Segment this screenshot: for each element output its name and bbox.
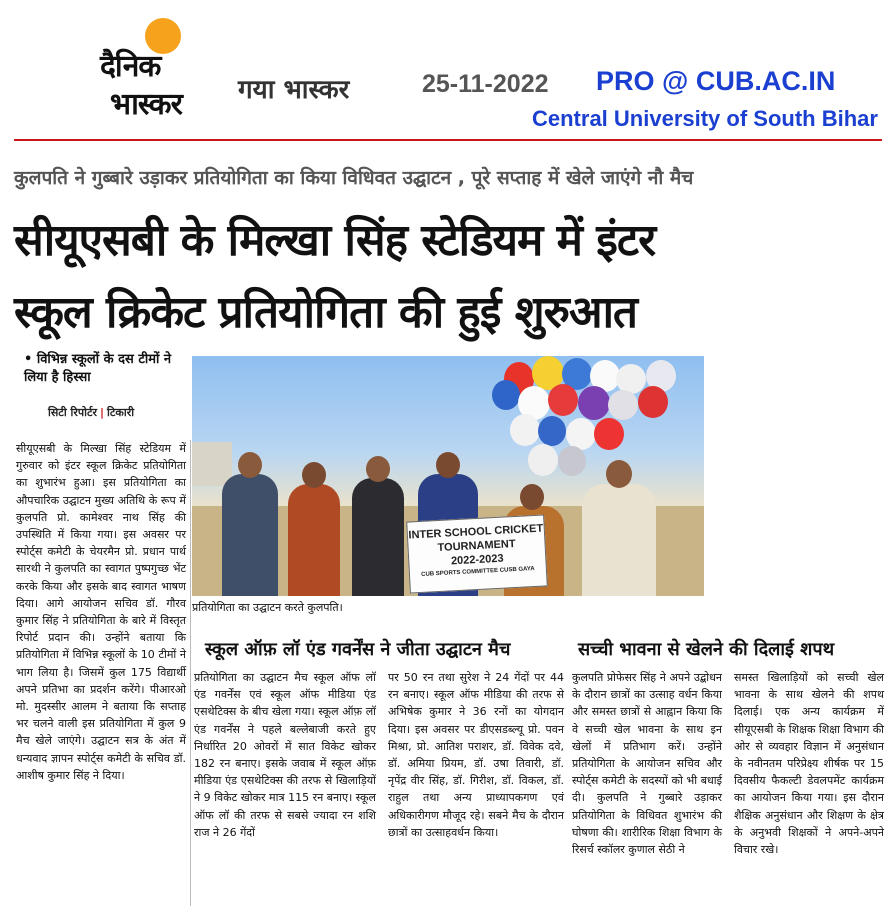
article-kicker: कुलपति ने गुब्बारे उड़ाकर प्रतियोगिता का किया विधिवत उद्घाटन , पूरे सप्ताह में खेले जाएंगे नौ मैच [14, 167, 694, 189]
headline-line1: सीयूएसबी के मिल्खा सिंह स्टेडियम में इंटर [14, 215, 656, 266]
logo-line1: दैनिक [100, 49, 161, 84]
university-name: Central University of South Bihar [532, 106, 878, 131]
banner-line1: INTER SCHOOL CRICKET [408, 522, 544, 542]
article-column-3: पर 50 रन तथा सुरेश ने 24 गेंदों पर 44 रन बनाए। स्कूल ऑफ मीडिया की तरफ से अभिषेक कुमार ने 36 रनों का योगदान दिया। इस अवसर पर डीएसडब्ल्यू प्रो. पवन मिश्रा, प्रो. आतिश पराशर, डॉ. विवेक दवे, डॉ. अमिया प्रियम, डॉ. उषा तिवारी, डॉ. नृपेंद्र वीर सिंह, डॉ. गिरीश, डॉ. विकल, डॉ. राहुल तथा अन्य प्राध्यापकगण एवं अधिकारीगण मौजूद रहे। सबने मैच के दौरान छात्रों का उत्साहवर्धन किया। [388, 671, 564, 839]
section-title-match: स्कूल ऑफ़ लॉ एंड गवर्नेंस ने जीता उद्घाटन मैच [205, 639, 511, 660]
article-column-2: प्रतियोगिता का उद्घाटन मैच स्कूल ऑफ लॉ एंड गवर्नेंस एवं स्कूल ऑफ मीडिया एंड एसथेटिक्स के बीच खेला गया। स्कूल ऑफ़ लॉ एंड गवर्नेंस ने पहले बल्लेबाजी करते हुए निर्धारित 20 ओवरों में सात विकेट खोकर 182 रन बनाए। इसके जवाब में स्कूल ऑफ़ मीडिया एंड एसथेटिक्स की तरफ से खिलाड़ियों ने 9 विकेट खोकर मात्र 115 रन बनाए। स्कूल ऑफ लॉ की तरफ से सबसे ज्यादा रन शशि राज ने 26 गेंदों [194, 671, 376, 839]
column-divider [190, 440, 191, 906]
article-bullet: • विभिन्न स्कूलों के दस टीमों ने लिया है हिस्सा [24, 352, 172, 385]
banner-line2: TOURNAMENT [437, 537, 516, 555]
edition-date: 25-11-2022 [422, 70, 549, 98]
masthead-divider [14, 139, 882, 141]
banner-line3: 2022-2023 [450, 552, 504, 568]
pro-label: PRO @ CUB.AC.IN [596, 66, 836, 96]
event-photo [192, 356, 704, 596]
byline-reporter: सिटी रिपोर्टर [48, 406, 97, 419]
article-column-5: समस्त खिलाड़ियों को सच्ची खेल भावना के साथ खेलने की शपथ दिलाई। एक अन्य कार्यक्रम में सीयूएसबी के शिक्षक शिक्षा विभाग की ओर से व्यवहार विज्ञान में अनुसंधान के नवीनतम परिप्रेक्ष्य शीर्षक पर 15 दिवसीय फैकल्टी डेवलपमेंट कार्यक्रम का आयोजन किया गया। इस दौरान शैक्षिक अनुसंधान और शिक्षण के क्षेत्र के अनुभवी शिक्षकों ने अपने-अपने विचार रखे। [734, 671, 885, 857]
tournament-banner [406, 514, 548, 593]
article-column-4: कुलपति प्रोफेसर सिंह ने अपने उद्बोधन के दौरान छात्रों का उत्साह वर्धन किया और समस्त छात्रों से आह्वान किया कि वे सच्ची खेल भावना के साथ इन खेलों में प्रतिभाग करें। उन्होंने प्रतियोगिता के आयोजन सचिव और स्पोर्ट्स कमेटी के सदस्यों को भी बधाई दी। कुलपति ने गुब्बारे उड़ाकर प्रतियोगिता के विधिवत शुभारंभ की घोषणा की। शारीरिक शिक्षा विभाग के रिसर्च स्कॉलर कुणाल सेठी ने [572, 671, 722, 857]
building-shape [192, 442, 232, 486]
logo-line2: भास्कर [110, 87, 182, 122]
section-title-oath: सच्ची भावना से खेलने की दिलाई शपथ [578, 639, 835, 660]
photo-caption: प्रतियोगिता का उद्घाटन करते कुलपति। [192, 601, 343, 614]
byline: सिटी रिपोर्टर | टिकारी [48, 406, 135, 419]
article-column-1: सीयूएसबी के मिल्खा सिंह स्टेडियम में गुरुवार को इंटर स्कूल क्रिकेट प्रतियोगिता का शुभारंभ हुआ। इस प्रतियोगिता का औपचारिक उद्घाटन मुख्य अतिथि के रूप में कुलपति प्रो. कामेश्वर नाथ सिंह की उपस्थिति में किया गया। इस अवसर पर स्पोर्ट्स कमेटी के चेयरमैन प्रो. प्रधान पार्थ सारथी ने कुलपति का स्वागत पुष्पगुच्छ भेंट करके किया और इसके बाद स्वागत भाषण दिया। आगे आयोजन सचिव डॉ. गौरव कुमार सिंह ने प्रतियोगिता के बारे में विस्तृत रिपोर्ट प्रदान की। उन्होंने बताया कि प्रतियोगिता में विभिन्न स्कूलों के 10 टीमों ने भाग लिया है। जिसमें कुल 175 विद्यार्थी अपने प्रतिभा का प्रदर्शन करेंगे। पीआरओ मो. मुदस्सीर आलम ने बताया कि सप्ताह भर चलने वाली इस प्रतियोगिता में कुल 9 मैच खेले जाएंगे। उद्घाटन सत्र के अंत में धन्यवाद ज्ञापन स्पोर्ट्स कमेटी के सचिव डॉ. आशीष कुमार सिंह ने दिया। [16, 442, 186, 782]
banner-line4: CUB SPORTS COMMITTEE CUSB GAYA [421, 566, 535, 578]
edition-name: गया भास्कर [238, 75, 350, 105]
byline-place: टिकारी [107, 406, 135, 419]
headline-line2: स्कूल क्रिकेट प्रतियोगिता की हुई शुरुआत [14, 287, 637, 338]
